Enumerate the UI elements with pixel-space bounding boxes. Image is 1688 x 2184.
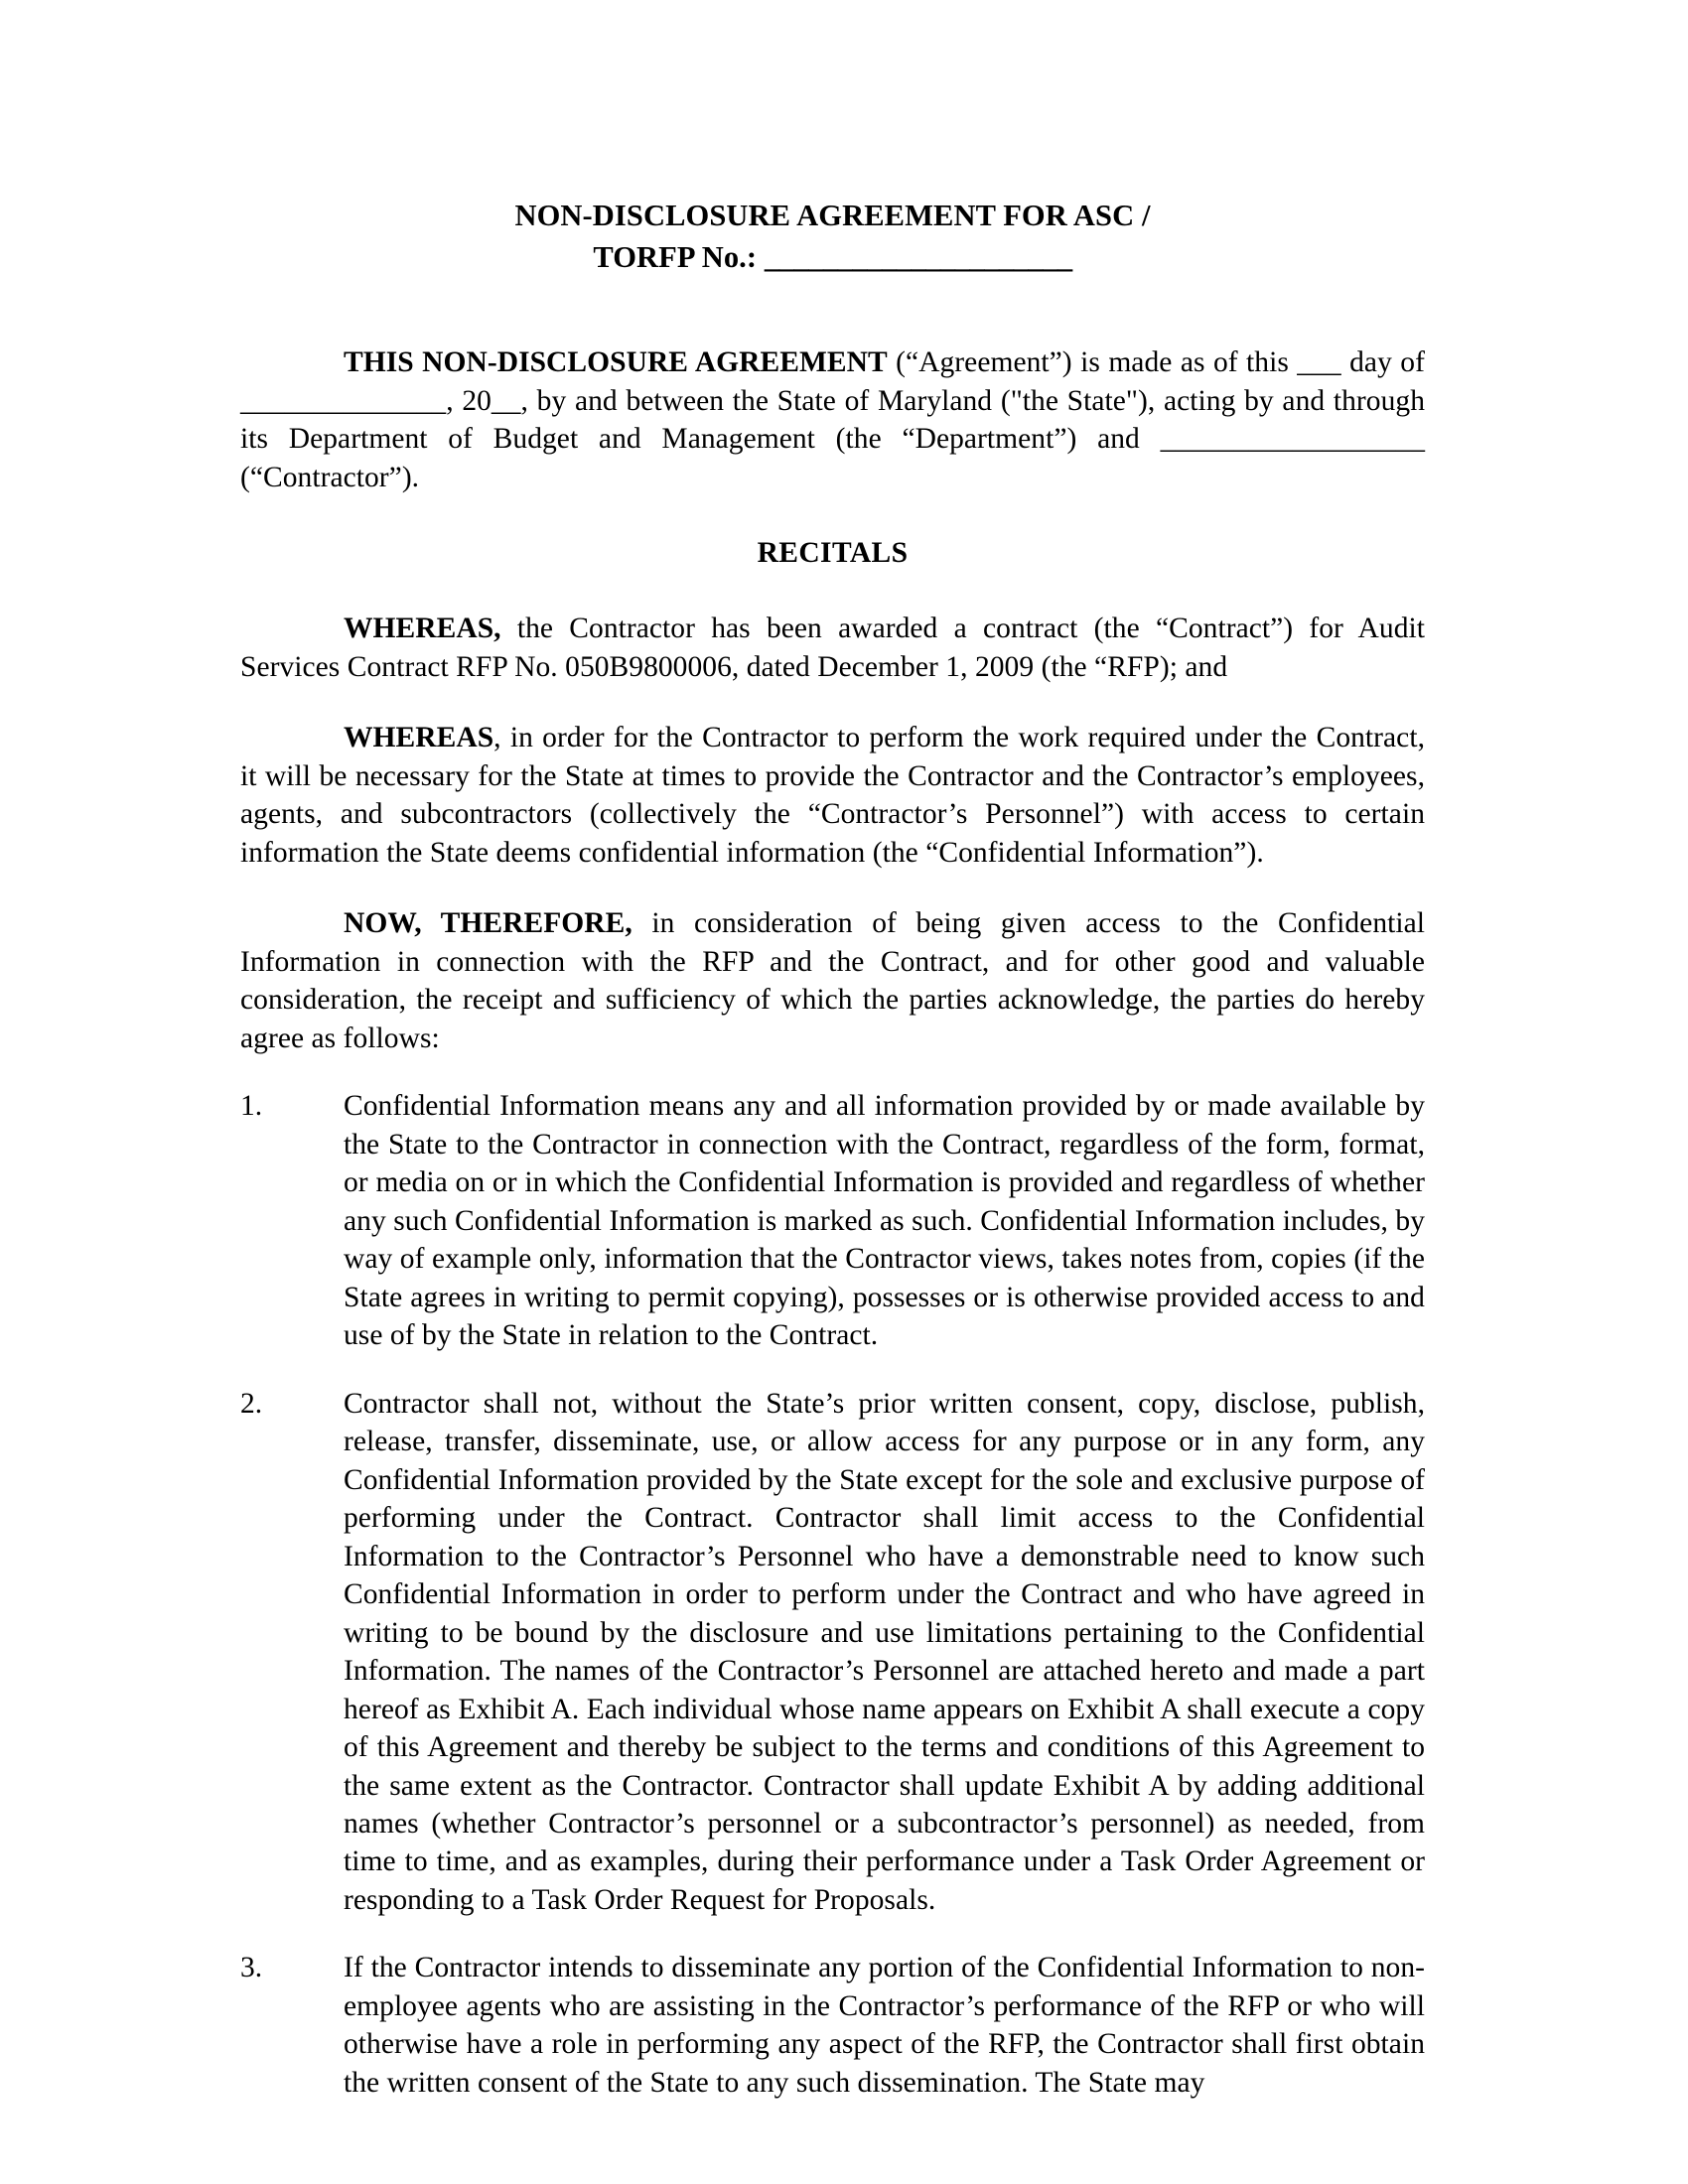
spacer-before-now-therefore [240, 872, 1425, 904]
document-body [240, 195, 1425, 2102]
clause-text: If the Contractor intends to disseminate any portion of the Confidential Information to non-employee agents who are assisting in the Contractor’s performance of the RFP or who will otherwise have a role in performing any aspect of the RFP, the Contractor shall first obtain the written consent of the State to any such dissemination. The State may [344, 1952, 1425, 2099]
torfp-no-label: TORFP No.: [593, 240, 758, 275]
whereas-2-lead-bold: WHEREAS [344, 722, 494, 754]
spacer-between-whereas [240, 686, 1425, 719]
torfp-no-blank: _____________________ [764, 240, 1072, 275]
recitals-heading: RECITALS [757, 537, 909, 570]
spacer-between-clause-1-2 [240, 1355, 1425, 1385]
whereas-paragraph-2 [240, 719, 1425, 872]
spacer-after-title [240, 278, 1425, 343]
now-therefore-lead-bold: NOW, THEREFORE, [344, 907, 633, 940]
whereas-2-text: , in order for the Contractor to perform the work required under the Contract, it will be necessary for the State at times to provide the Contractor and the Contractor’s employees, agents, and subcontractors (collectively the “Contractor’s Personnel”) with access to certain information the State deems confidential information (the “Confidential Information”). [240, 722, 1425, 869]
whereas-1-lead-bold: WHEREAS, [344, 613, 501, 645]
spacer-before-recitals [240, 496, 1425, 534]
whereas-1-text: the Contractor has been awarded a contract (the “Contract”) for Audit Services Contract RFP No. 050B9800006, dated December 1, 2009 (the “RFP); and [240, 613, 1425, 683]
spacer-between-clause-2-3 [240, 1919, 1425, 1949]
clause-number: 3. [240, 1952, 263, 1984]
clause-item [240, 1949, 1425, 2102]
spacer-before-clauses [240, 1057, 1425, 1087]
clause-text: Contractor shall not, without the State’s prior written consent, copy, disclose, publish, release, transfer, disseminate, use, or allow access for any purpose or in any form, any Confidential Information provided by the State except for the sole and exclusive purpose of performing under the Contract. Contractor shall limit access to the Confidential Information to the Contractor’s Personnel who have a demonstrable need to know such Confidential Information in order to perform under the Contract and who have agreed in writing to be bound by the disclosure and use limitations pertaining to the Confidential Information. The names of the Contractor’s Personnel are attached hereto and made a part hereof as Exhibit A. Each individual whose name appears on Exhibit A shall execute a copy of this Agreement and thereby be subject to the terms and conditions of this Agreement to the same extent as the Contractor. Contractor shall update Exhibit A by adding additional names (whether Contractor’s personnel or a subcontractor’s personnel) as needed, from time to time, and as examples, during their performance under a Task Order Agreement or responding to a Task Order Request for Proposals. [344, 1387, 1425, 1916]
title-line-1: NON-DISCLOSURE AGREEMENT FOR ASC / [514, 199, 1151, 232]
clause-number: 2. [240, 1387, 263, 1420]
whereas-paragraph-1 [240, 610, 1425, 686]
clause-text: Confidential Information means any and all information provided by or made available by the State to the Contractor in connection with the Contract, regardless of the form, format, or media on or in which the Confidential Information is provided and regardless of whether any such Confidential Information is marked as such. Confidential Information includes, by way of example only, information that the Contractor views, takes notes from, copies (if the State agrees in writing to permit copying), possesses or is otherwise provided access to and use of by the State in relation to the Contract. [344, 1090, 1425, 1352]
now-therefore-text: in consideration of being given access to the Confidential Information in connection with the RFP and the Contract, and for other good and valuable consideration, the receipt and sufficiency of which the parties acknowledge, the parties do hereby agree as follows: [240, 907, 1426, 1054]
clause-item [240, 1087, 1425, 1354]
document-title [240, 195, 1425, 278]
preamble-text: (“Agreement”) is made as of this ___ day of ______________, 20__, by and between the State of Maryland ("the State"), acting by and through its Department of Budget and Management (the “Department”) and __________________ (“Contractor”). [240, 346, 1425, 493]
preamble-lead-bold: THIS NON-DISCLOSURE AGREEMENT [344, 346, 888, 379]
clause-number: 1. [240, 1090, 263, 1123]
now-therefore-paragraph [240, 904, 1425, 1057]
preamble-paragraph [240, 343, 1425, 496]
title-line-2 [240, 236, 1425, 278]
spacer-after-recitals [240, 572, 1425, 610]
clause-item [240, 1385, 1425, 1920]
